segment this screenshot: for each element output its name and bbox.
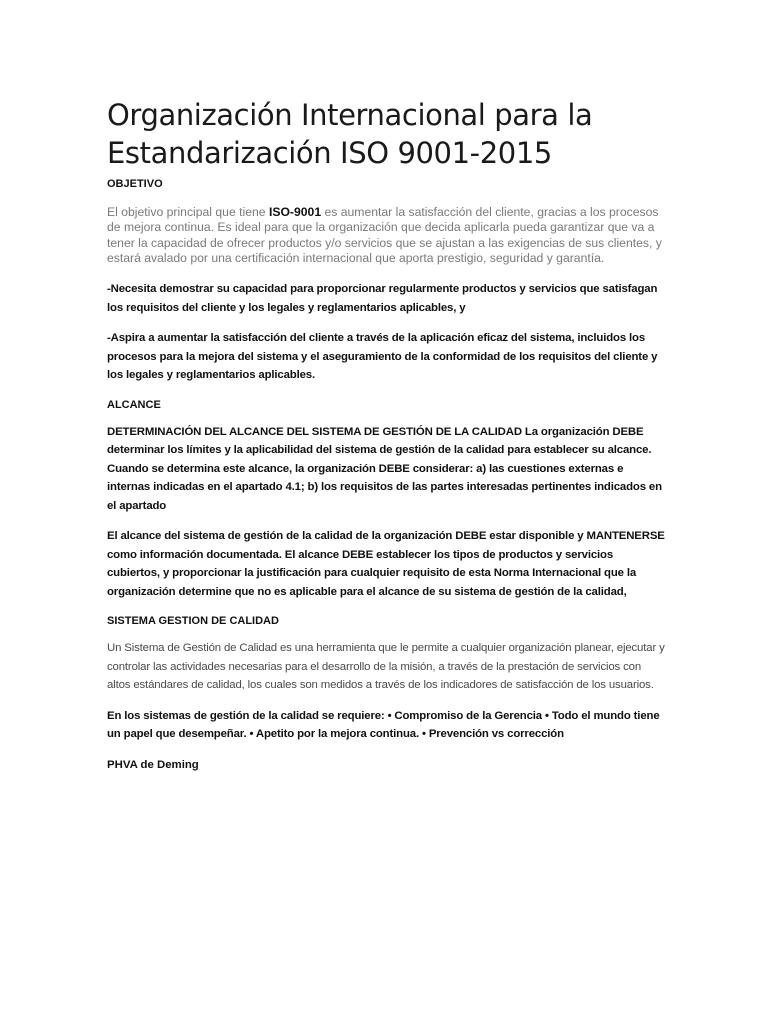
objetivo-text-after: es aumentar la satisfacción del cliente, gracias a los procesos de mejora continua. Es ideal para que la organización que decida aplicarla pueda garantizar que va a tener la capacidad de ofrecer productos y/o servicios que se ajustan a las exigencias de sus clientes, y estará avalado por una certificación internacional que aporta prestigio, seguridad y garantía.	[107, 205, 662, 265]
iso-9001-bold: ISO-9001	[268, 205, 322, 219]
objetivo-text-before: El objetivo principal que tiene	[107, 205, 269, 219]
requiere-paragraph: En los sistemas de gestión de la calidad se requiere: • Compromiso de la Gerencia • Todo el mundo tiene un papel que desempeñar. • Apetito por la mejora continua. • Prevención vs corrección	[107, 709, 660, 741]
title-line-1: Organización Internacional para la	[107, 98, 593, 132]
title-line-2: Estandarización ISO 9001-2015	[107, 136, 552, 170]
determinacion-paragraph: DETERMINACIÓN DEL ALCANCE DEL SISTEMA DE GESTIÓN DE LA CALIDAD La organización DEBE determinar los límites y la aplicabilidad del sistema de gestión de la calidad para establecer su alcance. Cuando se determina este alcance, la organización DEBE considerar: a) las cuestiones externas e internas indicadas en el apartado 4.1; b) los requisitos de las partes interesadas pertinentes indicados en el apartado	[107, 425, 662, 512]
phva-heading: PHVA de Deming	[107, 758, 199, 771]
sistema-heading: SISTEMA GESTION DE CALIDAD	[107, 615, 279, 628]
objetivo-paragraph	[107, 205, 667, 266]
document-page	[107, 96, 667, 774]
aspira-paragraph: -Aspira a aumentar la satisfacción del cliente a través de la aplicación eficaz del sistema, incluidos los procesos para la mejora del sistema y el aseguramiento de la conformidad de los requisitos del cliente y los legales y reglamentarios aplicables.	[107, 332, 658, 382]
alcance-paragraph: El alcance del sistema de gestión de la calidad de la organización DEBE estar disponible y MANTENERSE como información documentada. El alcance DEBE establecer los tipos de productos y servicios cubiertos, y proporcionar la justificación para cualquier requisito de esta Norma Internacional que la organización determine que no es aplicable para el alcance de su sistema de gestión de la calidad,	[107, 530, 665, 598]
sistema-paragraph: Un Sistema de Gestión de Calidad es una herramienta que le permite a cualquier organización planear, ejecutar y controlar las actividades necesarias para el desarrollo de la misión, a través de la prestación de servicios con altos estándares de calidad, los cuales son medidos a través de los indicadores de satisfacción de los usuarios.	[107, 642, 665, 692]
page-title	[107, 96, 667, 172]
objetivo-heading: OBJETIVO	[107, 178, 163, 190]
alcance-heading: ALCANCE	[107, 398, 161, 411]
necesita-paragraph: -Necesita demostrar su capacidad para proporcionar regularmente productos y servicios que satisfagan los requisitos del cliente y los legales y reglamentarios aplicables, y	[107, 283, 658, 314]
